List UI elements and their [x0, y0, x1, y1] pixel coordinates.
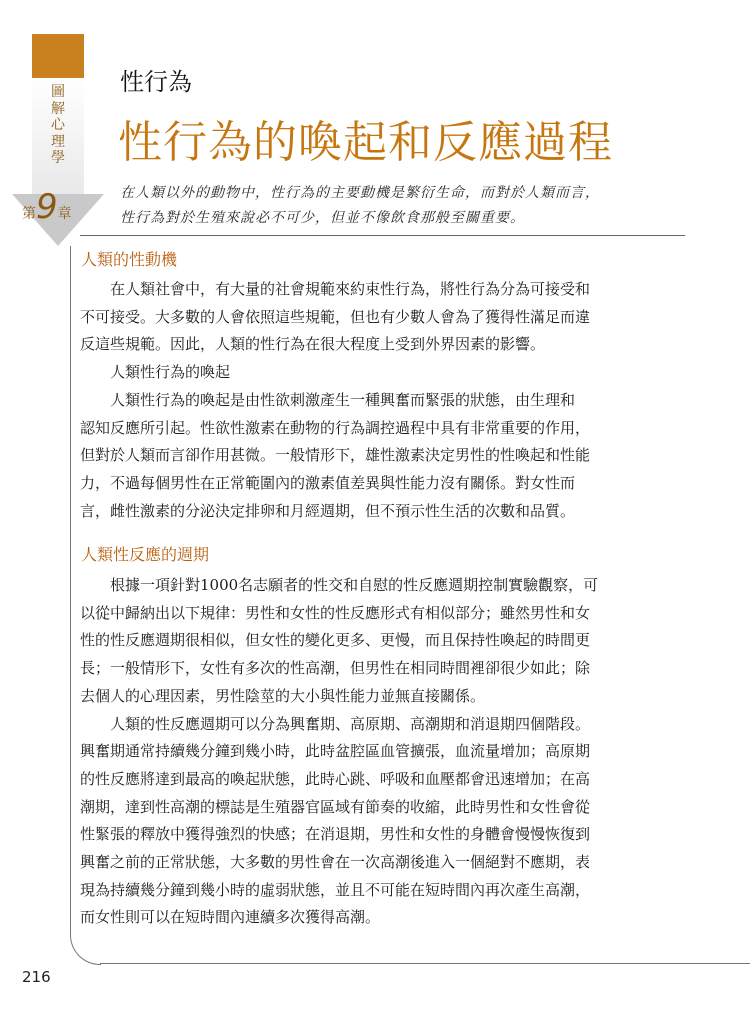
body-line: 但對於人類而言卻作用甚微。一般情形下，雄性激素決定男性的性喚起和性能	[80, 446, 591, 465]
intro-line: 在人類以外的動物中，性行為的主要動機是繁衍生命，而對於人類而言，	[120, 185, 600, 201]
chapter-suffix: 章	[57, 206, 72, 222]
chapter-tab-bar	[32, 34, 84, 78]
book-title: 圖 解 心 理 學	[51, 84, 65, 166]
body-line: 不可接受。大多數的人會依照這些規範，但也有少數人會為了獲得性滿足而違	[80, 307, 591, 326]
chapter-prefix: 第	[22, 206, 36, 222]
body-line: 現為持續幾分鐘到幾小時的虛弱狀態，並且不可能在短時間內再次產生高潮，	[80, 880, 591, 899]
body-line: 以從中歸納出以下規律：男性和女性的性反應形式有相似部分；雖然男性和女	[80, 603, 591, 622]
body-line: 根據一項針對1000名志願者的性交和自慰的性反應週期控制實驗觀察，可	[80, 576, 599, 594]
body-line: 去個人的心理因素，男性陰莖的大小與性能力並無直接關係。	[80, 686, 486, 705]
body-line: 在人類社會中，有大量的社會規範來約束性行為，將性行為分為可接受和	[80, 280, 591, 298]
body-line: 興奮之前的正常狀態，大多數的男性會在一次高潮後進入一個絕對不應期，表	[80, 853, 591, 872]
body-line: 性緊張的釋放中獲得強烈的快感；在消退期，男性和女性的身體會慢慢恢復到	[80, 825, 591, 844]
chapter-number: 9	[36, 187, 58, 227]
body-line: 人類性行為的喚起是由性欲刺激產生一種興奮而緊張的狀態，由生理和	[80, 390, 576, 409]
section-heading: 人類性反應的週期	[81, 545, 210, 564]
body-line: 人類性行為的喚起	[80, 363, 231, 382]
body-line: 潮期，達到性高潮的標誌是生殖器官區域有節奏的收縮，此時男性和女性會從	[80, 797, 591, 816]
body-line: 認知反應所引起。性欲性激素在動物的行為調控過程中具有非常重要的作用，	[80, 418, 591, 437]
page-number: 216	[22, 968, 51, 986]
page-title: 性行為的喚起和反應過程	[118, 117, 613, 168]
body-line: 而女性則可以在短時間內連續多次獲得高潮。	[80, 908, 381, 927]
page-border-bottom	[100, 963, 750, 964]
section-heading: 人類的性動機	[81, 250, 178, 269]
body-line: 力，不過每個男性在正常範圍內的激素值差異與性能力沒有關係。對女性而	[80, 473, 576, 492]
title-rule	[80, 235, 685, 236]
body-line: 言，雌性激素的分泌決定排卵和月經週期，但不預示性生活的次數和品質。	[80, 501, 576, 520]
section-body	[80, 276, 690, 525]
body-line: 反這些規範。因此，人類的性行為在很大程度上受到外界因素的影響。	[80, 335, 546, 354]
body-line: 長；一般情形下，女性有多次的性高潮，但男性在相同時間裡卻很少如此；除	[80, 659, 591, 678]
body-line: 的性反應將達到最高的喚起狀態，此時心跳、呼吸和血壓都會迅速增加；在高	[80, 769, 591, 788]
intro-line: 性行為對於生殖來說必不可少，但並不像飲食那般至關重要。	[120, 210, 525, 226]
body-line: 興奮期通常持續幾分鐘到幾小時，此時盆腔區血管擴張，血流量增加；高原期	[80, 742, 591, 761]
chapter-label	[22, 187, 112, 227]
intro-text	[120, 181, 680, 231]
section-title: 性行為	[120, 68, 192, 96]
section-body	[80, 572, 690, 932]
body-line: 人類的性反應週期可以分為興奮期、高原期、高潮期和消退期四個階段。	[80, 714, 591, 733]
body-line: 性的性反應週期很相似，但女性的變化更多、更慢，而且保持性喚起的時間更	[80, 631, 591, 650]
